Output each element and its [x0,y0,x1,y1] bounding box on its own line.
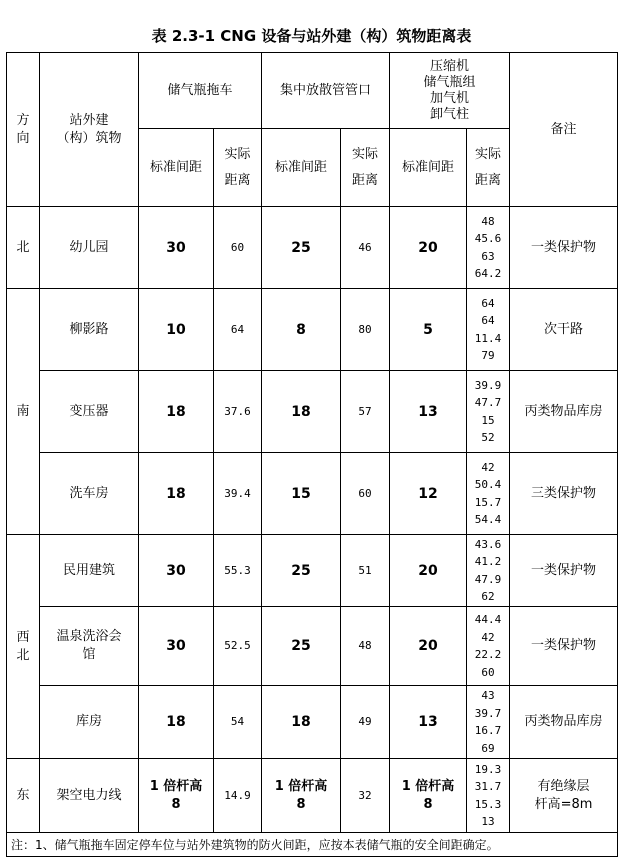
std-compressor: 13 [390,371,467,453]
std-vent: 15 [262,453,341,535]
building-name: 民用建筑 [40,535,139,607]
header-direction: 方 向 [7,53,40,207]
table-row [7,535,618,607]
table-row [7,686,618,759]
std-trailer: 30 [139,607,214,686]
std-vent: 25 [262,207,341,289]
remark-cell: 有绝缘层 杆高=8m [510,759,618,833]
header-actual-3: 实际 距离 [467,129,510,207]
actual-vent: 49 [341,686,390,759]
actual-compressor: 43 39.7 16.7 69 [467,686,510,759]
actual-trailer: 55.3 [214,535,262,607]
actual-trailer: 64 [214,289,262,371]
building-name: 幼儿园 [40,207,139,289]
std-vent: 18 [262,686,341,759]
direction-cell: 北 [7,207,40,289]
header-building: 站外建 （构）筑物 [40,53,139,207]
actual-trailer: 60 [214,207,262,289]
actual-compressor: 48 45.6 63 64.2 [467,207,510,289]
header-std-3: 标准间距 [390,129,467,207]
actual-trailer: 14.9 [214,759,262,833]
table-row [7,759,618,833]
header-remark: 备注 [510,53,618,207]
actual-vent: 32 [341,759,390,833]
actual-trailer: 39.4 [214,453,262,535]
std-trailer: 1 倍杆高 8 [139,759,214,833]
actual-compressor: 19.3 31.7 15.3 13 [467,759,510,833]
remark-cell: 一类保护物 [510,535,618,607]
actual-compressor: 42 50.4 15.7 54.4 [467,453,510,535]
std-trailer: 18 [139,453,214,535]
direction-cell: 东 [7,759,40,833]
std-trailer: 18 [139,686,214,759]
std-compressor: 1 倍杆高 8 [390,759,467,833]
actual-trailer: 52.5 [214,607,262,686]
table-row [7,453,618,535]
header-std-1: 标准间距 [139,129,214,207]
remark-cell: 丙类物品库房 [510,371,618,453]
table-row [7,371,618,453]
actual-compressor: 43.6 41.2 47.9 62 [467,535,510,607]
std-compressor: 20 [390,207,467,289]
actual-vent: 60 [341,453,390,535]
std-trailer: 30 [139,535,214,607]
building-name: 库房 [40,686,139,759]
std-compressor: 13 [390,686,467,759]
std-vent: 18 [262,371,341,453]
std-vent: 25 [262,607,341,686]
header-actual-2: 实际 距离 [341,129,390,207]
std-vent: 1 倍杆高 8 [262,759,341,833]
header-trailer: 储气瓶拖车 [139,53,262,129]
std-compressor: 12 [390,453,467,535]
table-note: 注：1、储气瓶拖车固定停车位与站外建筑物的防火间距，应按本表储气瓶的安全间距确定。 [7,833,618,857]
building-name: 温泉洗浴会 馆 [40,607,139,686]
actual-compressor: 39.9 47.7 15 52 [467,371,510,453]
actual-vent: 51 [341,535,390,607]
actual-trailer: 37.6 [214,371,262,453]
actual-vent: 48 [341,607,390,686]
table-row [7,207,618,289]
building-name: 柳影路 [40,289,139,371]
table-row [7,289,618,371]
std-compressor: 20 [390,607,467,686]
remark-cell: 一类保护物 [510,607,618,686]
std-trailer: 18 [139,371,214,453]
actual-trailer: 54 [214,686,262,759]
std-trailer: 10 [139,289,214,371]
direction-cell: 西 北 [7,535,40,759]
std-compressor: 5 [390,289,467,371]
remark-cell: 三类保护物 [510,453,618,535]
actual-compressor: 64 64 11.4 79 [467,289,510,371]
building-name: 变压器 [40,371,139,453]
header-compressor: 压缩机 储气瓶组 加气机 卸气柱 [390,53,510,129]
remark-cell: 丙类物品库房 [510,686,618,759]
actual-vent: 57 [341,371,390,453]
direction-cell: 南 [7,289,40,535]
table-row [7,607,618,686]
building-name: 架空电力线 [40,759,139,833]
std-vent: 8 [262,289,341,371]
header-vent: 集中放散管管口 [262,53,390,129]
header-actual-1: 实际 距离 [214,129,262,207]
std-trailer: 30 [139,207,214,289]
building-name: 洗车房 [40,453,139,535]
header-std-2: 标准间距 [262,129,341,207]
remark-cell: 次干路 [510,289,618,371]
actual-vent: 80 [341,289,390,371]
actual-vent: 46 [341,207,390,289]
remark-cell: 一类保护物 [510,207,618,289]
actual-compressor: 44.4 42 22.2 60 [467,607,510,686]
std-vent: 25 [262,535,341,607]
std-compressor: 20 [390,535,467,607]
distance-table [6,52,618,857]
table-title: 表 2.3-1 CNG 设备与站外建（构）筑物距离表 [151,27,472,45]
